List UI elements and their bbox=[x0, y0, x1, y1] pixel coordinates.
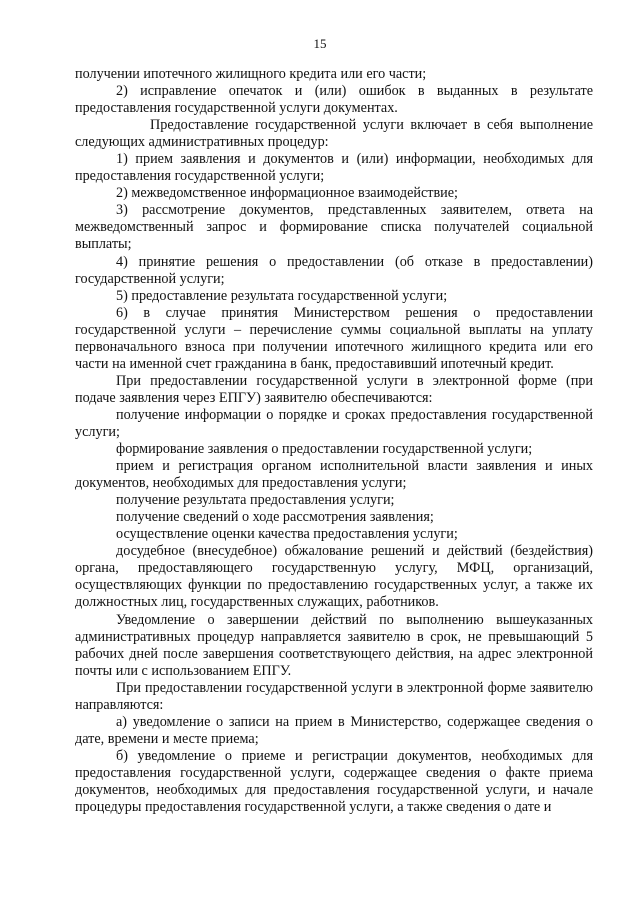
paragraph: прием и регистрация органом исполнительной власти заявления и иных документов, необходимых для предоставления услуги; bbox=[75, 458, 593, 492]
paragraph: 4) принятие решения о предоставлении (об отказе в предоставлении) государственной услуги; bbox=[75, 253, 593, 287]
paragraph: 2) исправление опечаток и (или) ошибок в выданных в результате предоставления государственной услуги документах. bbox=[75, 83, 593, 117]
paragraph: 1) прием заявления и документов и (или) информации, необходимых для предоставления государственной услуги; bbox=[75, 151, 593, 185]
paragraph: 3) рассмотрение документов, представленных заявителем, ответа на межведомственный запрос и формирование списка получателей социальной выплаты; bbox=[75, 202, 593, 253]
paragraph: получение информации о порядке и сроках предоставления государственной услуги; bbox=[75, 406, 593, 440]
document-body bbox=[75, 66, 593, 816]
paragraph: получении ипотечного жилищного кредита или его части; bbox=[75, 66, 427, 82]
paragraph: Предоставление государственной услуги включает в себя выполнение следующих административных процедур: bbox=[75, 117, 593, 151]
paragraph: досудебное (внесудебное) обжалование решений и действий (бездействия) органа, предоставляющего государственную услугу, МФЦ, организаций, осуществляющих функции по предоставлению государственных услуг, а также их должностных лиц, государственных служащих, работников. bbox=[75, 543, 593, 611]
paragraph: При предоставлении государственной услуги в электронной форме заявителю направляются: bbox=[75, 679, 593, 713]
paragraph: 6) в случае принятия Министерством решения о предоставлении государственной услуги – перечисление суммы социальной выплаты на уплату первоначального взноса при получении ипотечного жилищного кредита или его части на именной счет гражданина в банк, предоставивший ипотечный кредит. bbox=[75, 304, 593, 372]
paragraph: осуществление оценки качества предоставления услуги; bbox=[116, 526, 458, 543]
paragraph: При предоставлении государственной услуги в электронной форме (при подаче заявления через ЕПГУ) заявителю обеспечиваются: bbox=[75, 372, 593, 406]
paragraph: формирование заявления о предоставлении государственной услуги; bbox=[116, 441, 533, 458]
paragraph: 2) межведомственное информационное взаимодействие; bbox=[116, 185, 458, 202]
paragraph: получение сведений о ходе рассмотрения заявления; bbox=[116, 509, 434, 526]
paragraph: а) уведомление о записи на прием в Министерство, содержащее сведения о дате, времени и месте приема; bbox=[75, 713, 593, 747]
paragraph: 5) предоставление результата государственной услуги; bbox=[116, 287, 448, 304]
paragraph: получение результата предоставления услуги; bbox=[116, 492, 395, 509]
paragraph: б) уведомление о приеме и регистрации документов, необходимых для предоставления государственной услуги, содержащее сведения о факте приема документов, необходимых для предоставления государственной услуги, и начале процедуры предоставления государственной услуги, а также сведения о дате и bbox=[75, 747, 593, 816]
paragraph: Уведомление о завершении действий по выполнению вышеуказанных административных процедур направляется заявителю в срок, не превышающий 5 рабочих дней после завершения соответствующего действия, на адрес электронной почты или с использованием ЕПГУ. bbox=[75, 611, 593, 679]
page-number: 15 bbox=[313, 36, 327, 51]
